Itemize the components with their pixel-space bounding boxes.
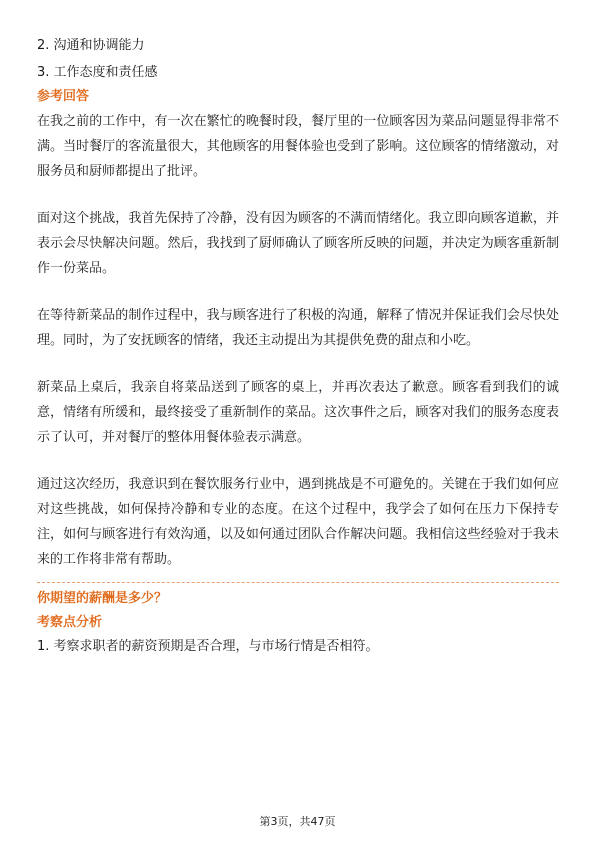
answer-paragraph-4: 新菜品上桌后，我亲自将菜品送到了顾客的桌上，并再次表达了歉意。顾客看到我们的诚意，情绪有所缓和，最终接受了重新制作的菜品。这次事件之后，顾客对我们的服务态度表示了认可，并对餐厅的整体用餐体验表示满意。 <box>37 380 559 445</box>
page-content <box>37 36 559 664</box>
list-item-salary-expectation: 1. 考察求职者的薪资预期是否合理，与市场行情是否相符。 <box>37 639 379 654</box>
paragraph-gap <box>37 281 559 303</box>
answer-paragraph-1: 在我之前的工作中，有一次在繁忙的晚餐时段，餐厅里的一位顾客因为菜品问题显得非常不满。当时餐厅的客流量很大，其他顾客的用餐体验也受到了影响。这位顾客的情绪激动，对服务员和厨师都提出了批评。 <box>37 114 559 179</box>
analysis-heading: 考察点分析 <box>37 615 103 630</box>
list-item-communication: 2. 沟通和协调能力 <box>37 38 145 53</box>
section-divider <box>37 582 559 583</box>
answer-paragraph-2: 面对这个挑战，我首先保持了冷静，没有因为顾客的不满而情绪化。我立即向顾客道歉，并表示会尽快解决问题。然后，我找到了厨师确认了顾客所反映的问题，并决定为顾客重新制作一份菜品。 <box>37 211 559 276</box>
question-title: 你期望的薪酬是多少？ <box>37 591 168 606</box>
answer-paragraph-3: 在等待新菜品的制作过程中，我与顾客进行了积极的沟通，解释了情况并保证我们会尽快处理。同时，为了安抚顾客的情绪，我还主动提出为其提供免费的甜点和小吃。 <box>37 308 559 348</box>
page-number-footer: 第3页，共47页 <box>259 815 336 828</box>
paragraph-gap <box>37 184 559 206</box>
list-item-attitude: 3. 工作态度和责任感 <box>37 65 158 80</box>
paragraph-gap <box>37 450 559 472</box>
answer-heading: 参考回答 <box>37 89 90 104</box>
paragraph-gap <box>37 353 559 375</box>
answer-paragraph-5: 通过这次经历，我意识到在餐饮服务行业中，遇到挑战是不可避免的。关键在于我们如何应对这些挑战，如何保持冷静和专业的态度。在这个过程中，我学会了如何在压力下保持专注，如何与顾客进行有效沟通，以及如何通过团队合作解决问题。我相信这些经验对于我未来的工作将非常有帮助。 <box>37 477 559 567</box>
